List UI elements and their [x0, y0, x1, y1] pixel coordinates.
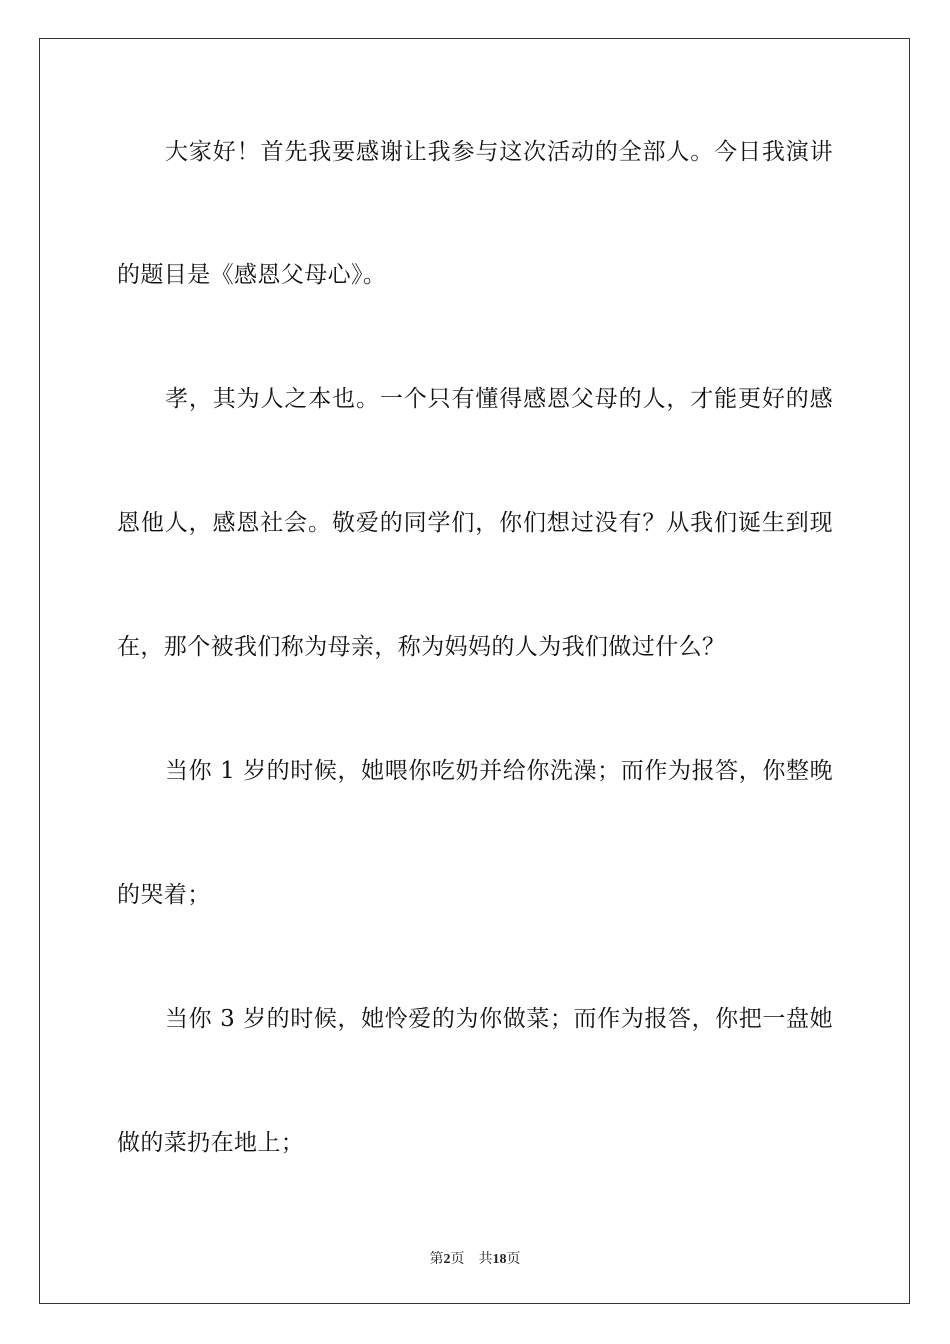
paragraph-2-line-3: 在，那个被我们称为母亲，称为妈妈的人为我们做过什么？: [117, 634, 726, 660]
footer-prefix: 第: [429, 1252, 444, 1267]
paragraph-3-line-1: 当你 1 岁的时候，她喂你吃奶并给你洗澡；而作为报答，你整晚: [165, 758, 833, 784]
paragraph-1-line-2: 的题目是《感恩父母心》。: [117, 262, 387, 288]
footer-total-prefix: 共: [478, 1252, 493, 1267]
paragraph-4-line-2: 做的菜扔在地上；: [117, 1130, 305, 1156]
footer-page-suffix: 页: [450, 1252, 465, 1267]
total-pages: 18: [492, 1252, 507, 1267]
paragraph-2-line-2: 恩他人，感恩社会。敬爱的同学们，你们想过没有？从我们诞生到现: [117, 510, 833, 536]
paragraph-1-line-1: 大家好！首先我要感谢让我参与这次活动的全部人。今日我演讲: [165, 139, 833, 165]
paragraph-3-line-2: 的哭着；: [117, 882, 211, 908]
paragraph-4-line-1: 当你 3 岁的时候，她怜爱的为你做菜；而作为报答，你把一盘她: [165, 1006, 833, 1032]
page-footer: [0, 1248, 950, 1268]
page-number: 2: [443, 1252, 451, 1267]
page-border: [39, 38, 910, 1304]
paragraph-2-line-1: 孝，其为人之本也。一个只有懂得感恩父母的人，才能更好的感: [165, 386, 833, 412]
footer-total-suffix: 页: [506, 1252, 521, 1267]
